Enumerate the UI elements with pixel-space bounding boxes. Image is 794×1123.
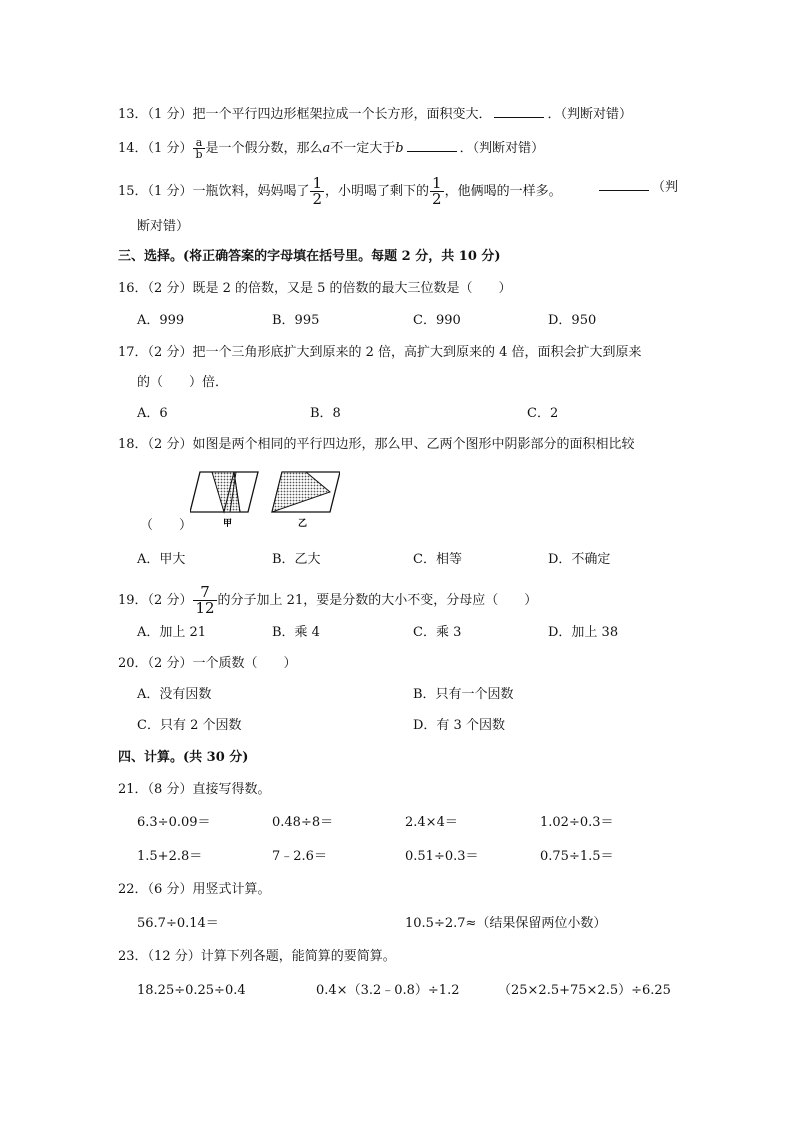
option-c[interactable]: C．乘 3 [413,625,462,640]
option-b[interactable]: B．乘 4 [272,625,320,640]
calc-item: 0.48÷8＝ [272,815,334,830]
question-17: 17．（2 分）把一个三角形底扩大到原来的 2 倍，高扩大到原来的 4 倍，面积会扩大到原来 [118,345,642,360]
question-number: 15．（1 分） [118,184,193,199]
question-text: ，他俩喝的一样多。 [444,184,562,199]
variable-b: b [395,141,404,156]
question-18: 18．（2 分）如图是两个相同的平行四边形，那么甲、乙两个图形中阴影部分的面积相比较 [118,437,635,452]
calc-item: （25×2.5+75×2.5）÷6.25 [498,983,671,998]
option-d[interactable]: D．加上 38 [548,625,619,640]
section-heading: 三、选择。(将正确答案的字母填在括号里。每题 2 分，共 10 分) [118,249,501,264]
option-a[interactable]: A．999 [137,313,185,328]
label-jia: 甲 [223,519,233,528]
question-text-mid: 不一定大于 [330,141,396,156]
option-d[interactable]: D．不确定 [548,552,611,567]
parallelogram-jia [190,472,258,512]
option-b[interactable]: B．乙大 [272,552,321,567]
question-number: 19．（2 分） [118,593,193,608]
question-text: 一瓶饮料，妈妈喝了 [192,184,310,199]
fraction-numerator: 1 [312,174,323,192]
question-tail: ．（判断对错） [459,141,545,156]
option-b[interactable]: B．8 [310,406,341,421]
question-14 [118,137,544,160]
calc-item: 0.4×（3.2﹣0.8）÷1.2 [316,983,460,998]
calc-item: 0.51÷0.3＝ [405,849,479,864]
question-text: ，小明喝了剩下的 [325,184,430,199]
question-text: 是一个假分数，那么 [205,141,323,156]
variable-a: a [322,141,331,156]
fraction-denominator: 2 [312,190,323,208]
question-text: 把一个平行四边形框架拉成一个长方形，面积变大． [192,107,492,122]
answer-paren[interactable]: （ ） [140,518,193,533]
calc-item: 56.7÷0.14＝ [137,916,219,931]
option-a[interactable]: A．甲大 [137,552,186,567]
calc-item: 2.4×4＝ [405,815,458,830]
calc-item: 1.5+2.8＝ [137,849,203,864]
fraction-numerator: 1 [432,174,442,192]
question-tail: （判 [652,180,679,195]
question-17-line2: 的（ ）倍． [137,375,229,390]
calc-item: 7﹣2.6＝ [272,849,327,864]
question-13 [118,105,632,124]
option-b[interactable]: B．995 [272,313,320,328]
answer-blank[interactable] [599,178,649,191]
question-22: 22．（6 分）用竖式计算。 [118,882,271,897]
fraction-denominator: b [195,148,203,161]
question-15 [118,176,562,207]
fraction-numerator: a [195,136,203,149]
option-c[interactable]: C．2 [527,406,559,421]
question-21: 21．（8 分）直接写得数。 [118,782,271,797]
question-tail: ．（判断对错） [547,107,632,122]
question-15-line2: 断对错） [137,219,190,234]
option-d[interactable]: D．有 3 个因数 [413,718,505,733]
fraction [310,176,324,207]
section-heading: 四、计算。(共 30 分) [118,750,249,765]
fraction [193,137,204,160]
fraction [193,585,216,616]
answer-blank[interactable] [407,139,457,152]
fraction [430,176,444,207]
question-15-answer [596,178,678,197]
option-c[interactable]: C．990 [413,313,461,328]
fraction-denominator: 2 [432,190,442,208]
question-23: 23．（12 分）计算下列各题，能简算的要简算。 [118,949,396,964]
question-16: 16．（2 分）既是 2 的倍数，又是 5 的倍数的最大三位数是（ ） [118,281,512,296]
question-20: 20．（2 分）一个质数（ ） [118,656,297,671]
option-a[interactable]: A．6 [137,406,168,421]
fraction-numerator: 7 [200,583,210,601]
label-yi: 乙 [298,519,308,528]
option-a[interactable]: A．加上 21 [137,625,207,640]
option-a[interactable]: A．没有因数 [137,687,212,702]
question-number: 13．（1 分） [118,107,193,122]
option-b[interactable]: B．只有一个因数 [413,687,514,702]
question-number: 14．（1 分） [118,141,193,156]
calc-item: 10.5÷2.7≈（结果保留两位小数） [405,916,607,931]
calc-item: 1.02÷0.3＝ [540,815,614,830]
parallelogram-yi [272,472,340,512]
question-19 [118,585,537,616]
answer-blank[interactable] [494,105,544,118]
calc-item: 0.75÷1.5＝ [540,849,614,864]
option-c[interactable]: C．相等 [413,552,462,567]
fraction-denominator: 12 [195,599,215,617]
option-d[interactable]: D．950 [548,313,597,328]
parallelogram-figure [190,466,340,528]
question-text: 的分子加上 21，要是分数的大小不变，分母应（ ） [217,593,538,608]
option-c[interactable]: C．只有 2 个因数 [137,718,242,733]
calc-item: 6.3÷0.09＝ [137,815,211,830]
calc-item: 18.25÷0.25÷0.4 [137,983,246,998]
